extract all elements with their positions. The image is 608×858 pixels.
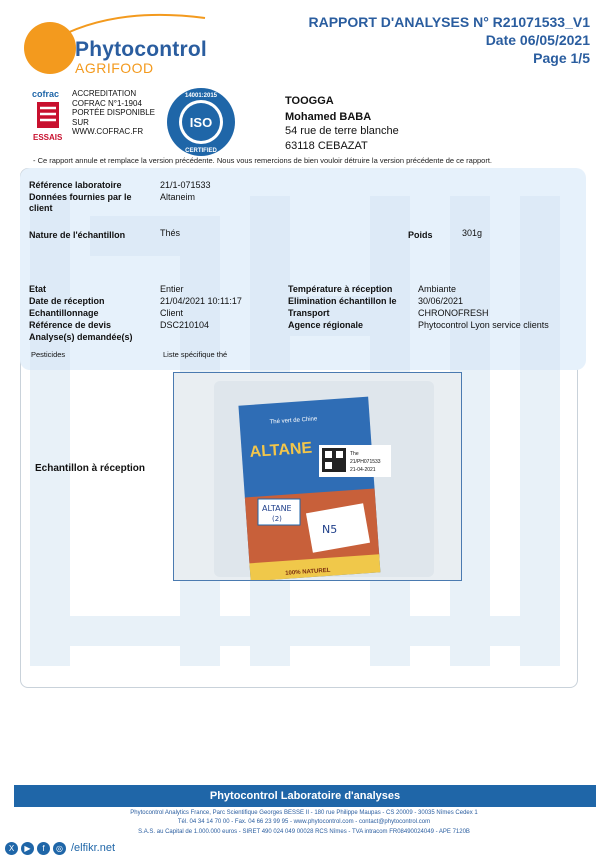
x-icon[interactable]: X [5,842,18,855]
footer-address: Phytocontrol Analytics France, Parc Scientifique Georges BESSE II - 180 rue Philippe Maupas - CS 20009 - 30035 Nîmes Cedex 1 [130,810,478,816]
client-name: Mohamed BABA [285,111,372,123]
facebook-icon[interactable]: f [37,842,50,855]
client-data-label-1: Données fournies par le [29,192,132,202]
footer-legal: S.A.S. au Capital de 1.000.000 euros - SIRET 490 024 049 00028 RCS Nîmes - TVA intracom FR08490024049 - APE 7120B [138,829,470,835]
cofrac-logo-icon [31,88,67,148]
sticker-text: ALTANE [262,504,292,513]
client-data-label-2: client [29,203,53,213]
report-number: RAPPORT D'ANALYSES N° R21071533_V1 [308,14,590,30]
sticker-number: (2) [272,515,282,523]
accreditation-line: PORTÉE DISPONIBLE [72,108,155,117]
lab-label-line: The [350,451,359,457]
echantillonnage-value: Client [160,308,184,318]
accreditation-line: SUR [72,117,89,127]
devis-value: DSC210104 [160,320,210,330]
elimination-value: 30/06/2021 [418,296,464,306]
accreditation-line: COFRAC N°1-1904 [72,98,142,108]
temperature-value: Ambiante [418,284,457,294]
package-brand-text: ALTANE [249,439,313,462]
nature-label: Nature de l'échantillon [29,230,126,240]
accreditation-text [72,89,155,137]
lab-label-line: 21-04-2021 [350,467,376,473]
report-date: Date 06/05/2021 [485,32,590,48]
footer-contact: Tél. 04 34 14 70 00 - Fax. 04 66 23 99 95 - www.phytocontrol.com - contact@phytocontrol.com [177,819,431,825]
transport-value: CHRONOFRESH [418,308,489,318]
pesticides-value: Liste spécifique thé [163,350,228,359]
etat-value: Entier [160,284,184,294]
client-data-value: Altaneim [160,192,196,202]
nature-value: Thés [160,228,181,238]
cofrac-label: cofrac [32,89,60,99]
elimination-label: Elimination échantillon le [288,296,397,306]
package-bottom-text: 100% NATUREL [285,567,331,577]
instagram-icon[interactable]: ◎ [53,842,66,855]
social-handle[interactable]: /elfikr.net [71,842,116,854]
handwritten-code: N5 [322,523,338,536]
iso-certified-label: CERTIFIED [185,148,217,154]
etat-label: Etat [29,284,47,294]
iso-certified-icon [165,86,237,158]
essais-label: ESSAIS [33,133,63,142]
brand-subtitle: AGRIFOOD [75,60,154,76]
transport-label: Transport [288,308,330,318]
brand-name: Phytocontrol [75,38,207,61]
agence-value: Phytocontrol Lyon service clients [418,320,549,330]
client-address: 54 rue de terre blanche [285,125,399,137]
iso-standard-label: 14001:2015 [184,93,218,99]
poids-label: Poids [408,230,433,240]
accreditation-line: ACCREDITATION [72,89,137,98]
footer-title: Phytocontrol Laboratoire d'analyses [209,790,401,802]
iso-label: ISO [189,115,213,130]
sample-photo [173,372,462,581]
ref-value: 21/1-071533 [160,180,211,190]
report-page: Page 1/5 [533,50,590,66]
accreditation-link[interactable]: WWW.COFRAC.FR [72,127,144,136]
photo-label: Echantillon à réception [35,463,146,474]
reception-value: 21/04/2021 10:11:17 [160,296,242,306]
lab-label-line: 21/PH071533 [350,459,381,465]
ref-label: Référence laboratoire [29,180,122,190]
agence-label: Agence régionale [288,320,364,330]
poids-value: 301g [462,228,483,238]
reception-label: Date de réception [29,296,105,306]
youtube-icon[interactable]: ▶ [21,842,34,855]
client-city: 63118 CEBAZAT [285,140,368,152]
pesticides-label: Pesticides [31,350,66,359]
echantillonnage-label: Echantillonnage [29,308,99,318]
package-top-text: Thé vert de Chine [269,416,318,426]
devis-label: Référence de devis [29,320,112,330]
version-note: - Ce rapport annule et remplace la version précédente. Nous vous remercions de bien vouloir détruire la version précédente de ce rapport. [33,156,493,165]
analyses-label: Analyse(s) demandée(s) [29,332,133,342]
temperature-label: Température à réception [288,284,393,294]
client-company: TOOGGA [285,95,334,107]
tea-package-image [174,373,461,580]
social-links [5,840,115,856]
